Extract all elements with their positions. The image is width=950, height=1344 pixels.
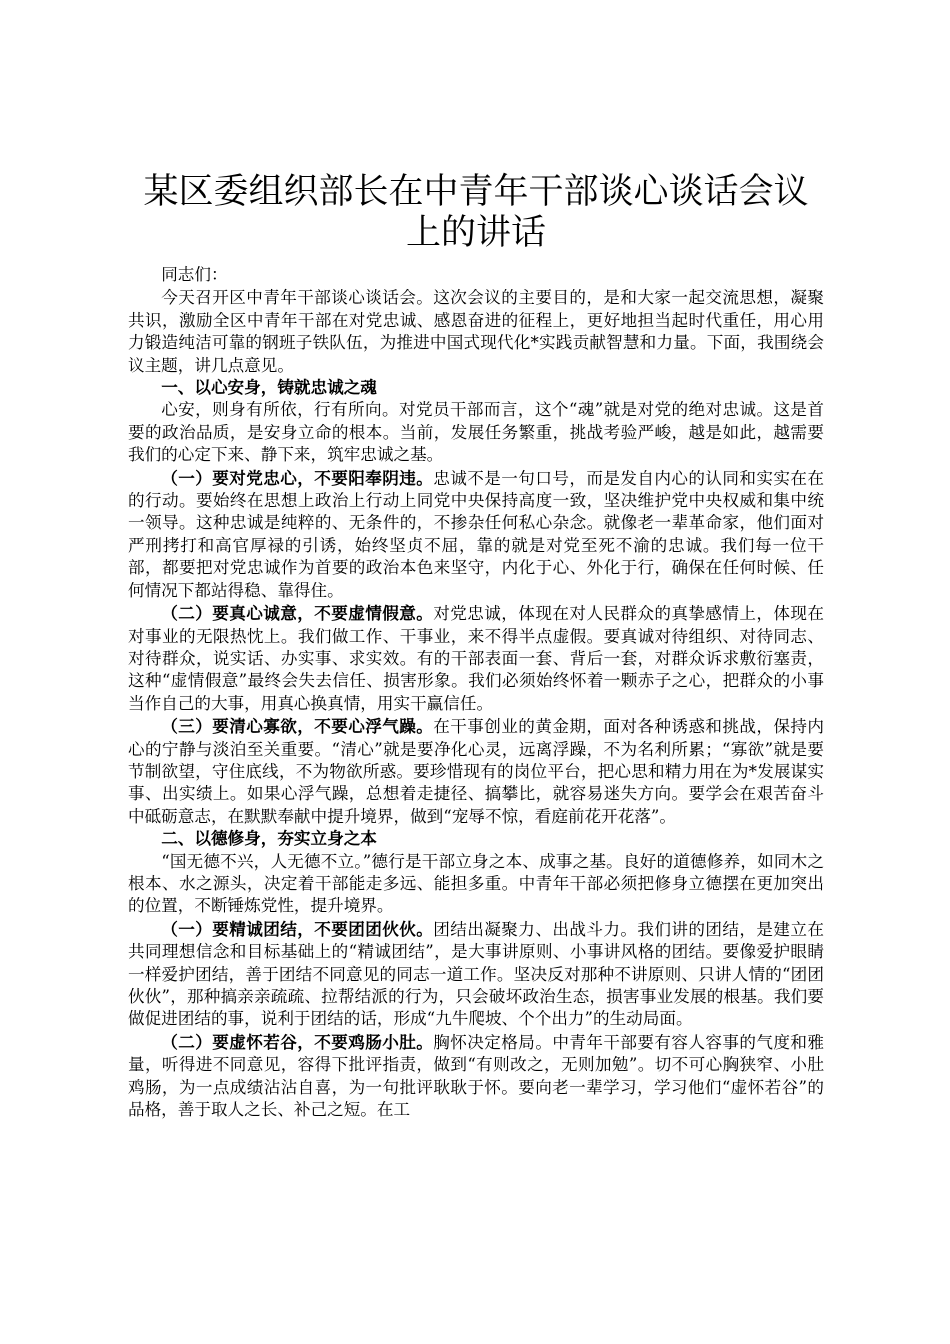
document-title: 某区委组织部长在中青年干部谈心谈话会议上的讲话 <box>143 172 809 253</box>
subsection-paragraph <box>128 603 824 715</box>
section-intro-paragraph: 心安，则身有所依，行有所向。对党员干部而言，这个“魂”就是对党的绝对忠诚。这是首要的政治品质，是安身立命的根本。当前，发展任务繁重，挑战考验严峻，越是如此，越需要我们的心定下来、静下来，筑牢忠诚之基。 <box>128 400 824 465</box>
subsection-lead: （一）要对党忠心，不要阳奉阴违。 <box>161 468 434 488</box>
subsection-lead: （二）要虚怀若谷，不要鸡肠小肚。 <box>161 1032 434 1052</box>
document-body <box>128 172 824 1121</box>
subsection-lead: （一）要精诚团结，不要团团伙伙。 <box>161 919 434 939</box>
section-heading: 二、以德修身，夯实立身之本 <box>161 829 377 849</box>
subsection-paragraph <box>128 919 824 1031</box>
section-heading: 一、以心安身，铸就忠诚之魂 <box>161 378 377 398</box>
subsection-body: 胸怀决定格局。中青年干部要有容人容事的气度和雅量，听得进不同意见，容得下批评指责，做到“有则改之，无则加勉”。切不可心胸狭窄、小肚鸡肠，为一点成绩沾沾自喜，为一句批评耿耿于怀。要向老一辈学习，学习他们“虚怀若谷”的品格，善于取人之长、补己之短。在工 <box>128 1032 825 1120</box>
subsection-lead: （二）要真心诚意，不要虚情假意。 <box>161 604 434 624</box>
section-intro-paragraph: “国无德不兴，人无德不立。”德行是干部立身之本、成事之基。良好的道德修养，如同木之根本、水之源头，决定着干部能走多远、能担多重。中青年干部必须把修身立德摆在更加突出的位置，不断锤炼党性，提升境界。 <box>128 851 824 916</box>
intro-paragraph: 今天召开区中青年干部谈心谈话会。这次会议的主要目的，是和大家一起交流思想，凝聚共识，激励全区中青年干部在对党忠诚、感恩奋进的征程上，更好地担当起时代重任，用心用力锻造纯洁可靠的钢班子铁队伍，为推进中国式现代化*实践贡献智慧和力量。下面，我围绕会议主题，讲几点意见。 <box>128 288 824 375</box>
subsection-lead: （三）要清心寡欲，不要心浮气躁。 <box>161 717 434 737</box>
subsection-body: 在干事创业的黄金期，面对各种诱惑和挑战，保持内心的宁静与淡泊至关重要。“清心”就是要净化心灵，远离浮躁，不为名利所累；“寡欲”就是要节制欲望，守住底线，不为物欲所惑。要珍惜现有的岗位平台，把心思和精力用在为*发展谋实事、出实绩上。如果心浮气躁，总想着走捷径、搞攀比，就容易迷失方向。要学会在艰苦奋斗中砥砺意志，在默默奉献中提升境界，做到“宠辱不惊，看庭前花开花落”。 <box>128 717 825 826</box>
salutation: 同志们： <box>161 265 228 284</box>
subsection-body: 团结出凝聚力、出战斗力。我们讲的团结，是建立在共同理想信念和目标基础上的“精诚团结”，是大事讲原则、小事讲风格的团结。要像爱护眼睛一样爱护团结，善于团结不同意见的同志一道工作。坚决反对那种不讲原则、只讲人情的“团团伙伙”，那种搞亲亲疏疏、拉帮结派的行为，只会破坏政治生态，损害事业发展的根基。我们要做促进团结的事，说利于团结的话，形成“九牛爬坡、个个出力”的生动局面。 <box>128 919 825 1029</box>
subsection-paragraph <box>128 1032 824 1122</box>
subsection-body: 对党忠诚，体现在对人民群众的真挚感情上，体现在对事业的无限热忱上。我们做工作、干事业，来不得半点虚假。要真诚对待组织、对待同志、对待群众，说实话、办实事、求实效。有的干部表面一套、背后一套，对群众诉求敷衍塞责，这种“虚情假意”最终会失去信任、损害形象。我们必须始终怀着一颗赤子之心，把群众的小事当作自己的大事，用真心换真情，用实干赢信任。 <box>128 604 825 713</box>
subsection-body: 忠诚不是一句口号，而是发自内心的认同和实实在在的行动。要始终在思想上政治上行动上同党中央保持高度一致，坚决维护党中央权威和集中统一领导。这种忠诚是纯粹的、无条件的，不掺杂任何私心杂念。就像老一辈革命家，他们面对严刑拷打和高官厚禄的引诱，始终坚贞不屈，靠的就是对党至死不渝的忠诚。我们每一位干部，都要把对党忠诚作为首要的政治本色来坚守，内化于心、外化于行，确保在任何时候、任何情况下都站得稳、靠得住。 <box>128 468 825 600</box>
subsection-paragraph <box>128 468 824 602</box>
subsection-paragraph <box>128 716 824 828</box>
